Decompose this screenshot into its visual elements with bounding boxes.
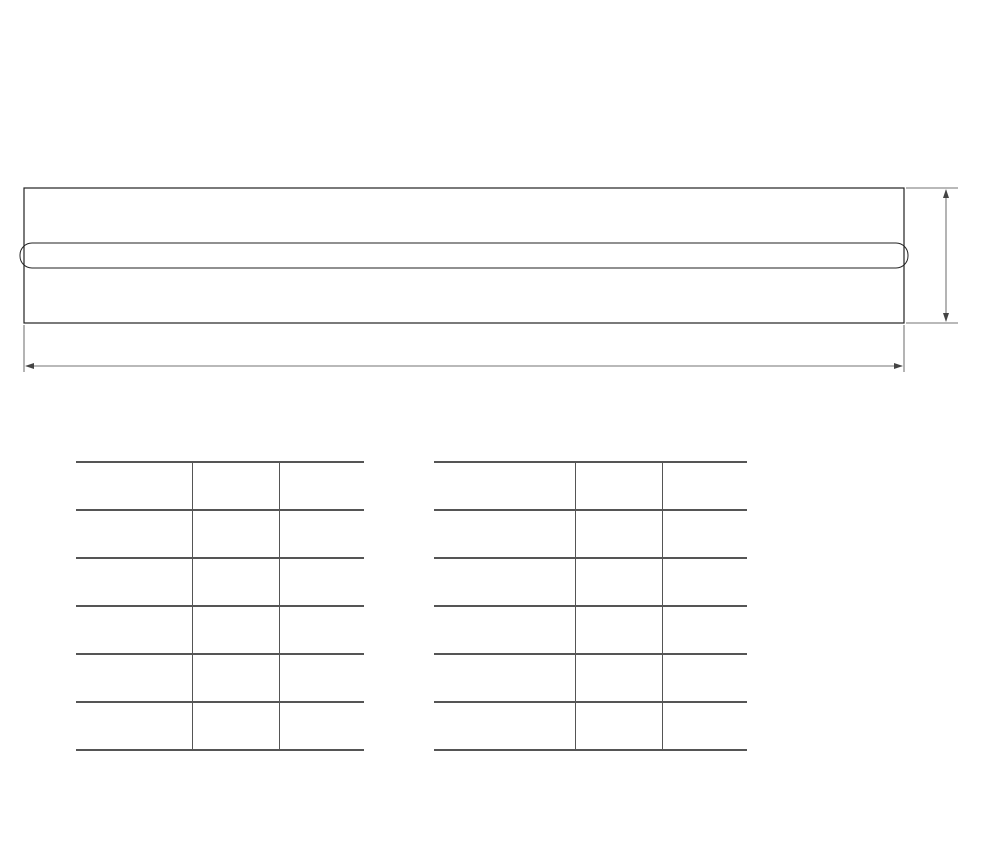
table-row <box>434 510 747 558</box>
cell-size <box>434 654 576 702</box>
col-header-a <box>663 462 748 510</box>
col-header-size <box>76 462 193 510</box>
cell-l <box>576 558 663 606</box>
cell-a <box>280 702 365 750</box>
table-row <box>434 606 747 654</box>
cell-size <box>76 510 193 558</box>
table-row <box>76 654 364 702</box>
cell-l <box>193 558 280 606</box>
cell-a <box>280 654 365 702</box>
cell-l <box>576 606 663 654</box>
hinge-drawing <box>0 0 1000 420</box>
cell-a <box>663 702 748 750</box>
cell-size <box>76 654 193 702</box>
cell-l <box>193 702 280 750</box>
size-table-right <box>434 461 747 751</box>
hinge-pin-barrel <box>20 243 908 268</box>
cell-l <box>193 606 280 654</box>
cell-l <box>576 702 663 750</box>
cell-l <box>576 654 663 702</box>
dimension-l <box>24 325 904 372</box>
cell-l <box>193 654 280 702</box>
table-row <box>434 702 747 750</box>
cell-a <box>663 654 748 702</box>
cell-a <box>280 510 365 558</box>
col-header-l <box>576 462 663 510</box>
dimension-a <box>906 188 958 323</box>
table-header-row <box>76 462 364 510</box>
col-header-size <box>434 462 576 510</box>
cell-size <box>434 702 576 750</box>
table-row <box>76 510 364 558</box>
cell-l <box>193 510 280 558</box>
cell-l <box>576 510 663 558</box>
table-row <box>434 654 747 702</box>
cell-size <box>76 558 193 606</box>
cell-a <box>663 510 748 558</box>
table-header-row <box>434 462 747 510</box>
cell-a <box>663 606 748 654</box>
cell-size <box>434 510 576 558</box>
cell-size <box>434 558 576 606</box>
col-header-l <box>193 462 280 510</box>
cell-a <box>280 606 365 654</box>
col-header-a <box>280 462 365 510</box>
table-row <box>76 702 364 750</box>
table-row <box>76 606 364 654</box>
cell-size <box>76 606 193 654</box>
hinge-outline <box>24 188 904 323</box>
cell-a <box>663 558 748 606</box>
size-table-left <box>76 461 364 751</box>
cell-size <box>76 702 193 750</box>
table-row <box>76 558 364 606</box>
cell-a <box>280 558 365 606</box>
table-row <box>434 558 747 606</box>
cell-size <box>434 606 576 654</box>
